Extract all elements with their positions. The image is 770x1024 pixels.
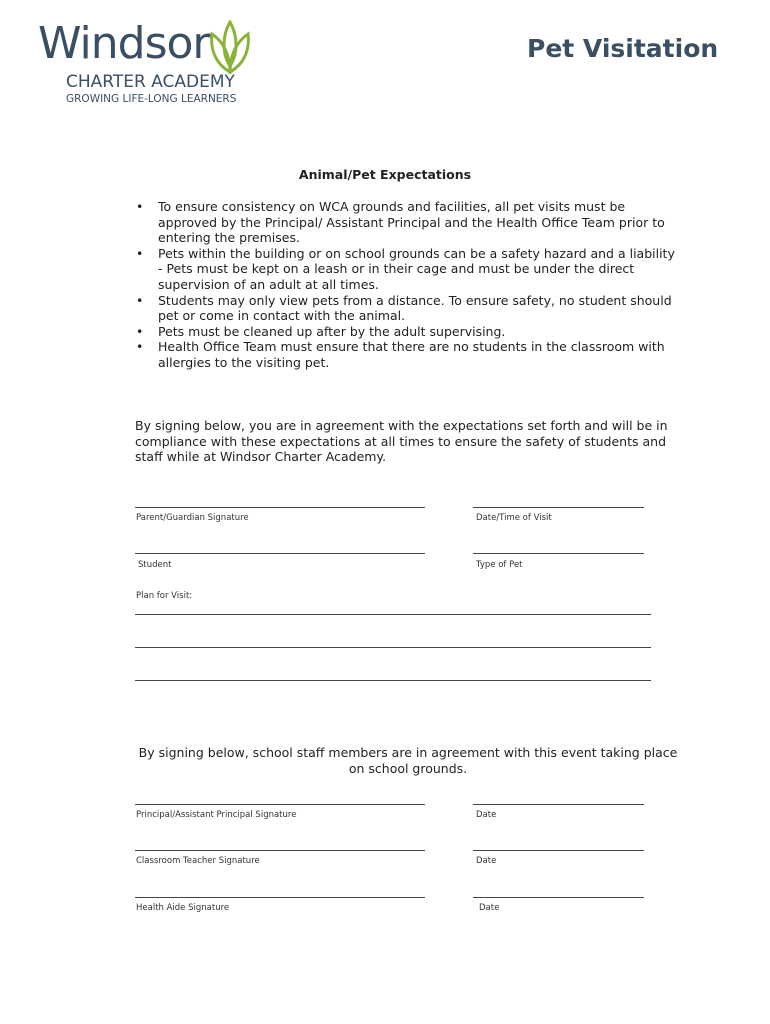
aide-date-label: Date	[479, 903, 500, 913]
teacher-signature-line[interactable]	[135, 850, 425, 851]
plan-line-3[interactable]	[135, 680, 651, 681]
leaf-logo-icon	[202, 20, 258, 74]
logo-wordmark: Windsor	[38, 18, 210, 69]
parent-signature-line[interactable]	[135, 507, 425, 508]
parent-signature-label: Parent/Guardian Signature	[136, 513, 249, 523]
teacher-signature-label: Classroom Teacher Signature	[136, 856, 260, 866]
list-item: • To ensure consistency on WCA grounds and facilities, all pet visits must be approved by the Principal/ Assistant Principal and the Health Office Team prior to entering the premises.	[135, 199, 680, 246]
teacher-date-line[interactable]	[473, 850, 644, 851]
plan-line-1[interactable]	[135, 614, 651, 615]
plan-label: Plan for Visit:	[136, 591, 193, 601]
teacher-date-label: Date	[476, 856, 497, 866]
principal-signature-label: Principal/Assistant Principal Signature	[136, 810, 297, 820]
visit-datetime-line[interactable]	[473, 507, 644, 508]
list-item: • Pets must be cleaned up after by the adult supervising.	[135, 324, 680, 340]
list-item: • Students may only view pets from a distance. To ensure safety, no student should pet or come in contact with the animal.	[135, 293, 680, 324]
pet-type-label: Type of Pet	[476, 560, 523, 570]
list-item: • Pets within the building or on school grounds can be a safety hazard and a liability - Pets must be kept on a leash or in their cage and must be under the direct supervision of an adult at all times.	[135, 246, 680, 293]
pet-type-line[interactable]	[473, 553, 644, 554]
aide-signature-line[interactable]	[135, 897, 425, 898]
student-label: Student	[138, 560, 172, 570]
expectations-list	[135, 199, 680, 371]
section-heading: Animal/Pet Expectations	[298, 167, 472, 182]
parent-agreement-text: By signing below, you are in agreement with the expectations set forth and will be in compliance with these expectations at all times to ensure the safety of students and staff while at Windsor Charter Academy.	[135, 418, 668, 465]
principal-date-line[interactable]	[473, 804, 644, 805]
aide-signature-label: Health Aide Signature	[136, 903, 230, 913]
aide-date-line[interactable]	[473, 897, 644, 898]
list-item: • Health Office Team must ensure that there are no students in the classroom with allergies to the visiting pet.	[135, 339, 680, 370]
visit-datetime-label: Date/Time of Visit	[476, 513, 552, 523]
logo-subtitle: CHARTER ACADEMY	[66, 72, 235, 92]
plan-line-2[interactable]	[135, 647, 651, 648]
document-title: Pet Visitation	[527, 34, 719, 63]
logo-tagline: GROWING LIFE-LONG LEARNERS	[66, 93, 237, 105]
principal-signature-line[interactable]	[135, 804, 425, 805]
student-line[interactable]	[135, 553, 425, 554]
principal-date-label: Date	[476, 810, 497, 820]
staff-agreement-text: By signing below, school staff members are in agreement with this event taking place on school grounds.	[138, 745, 678, 776]
